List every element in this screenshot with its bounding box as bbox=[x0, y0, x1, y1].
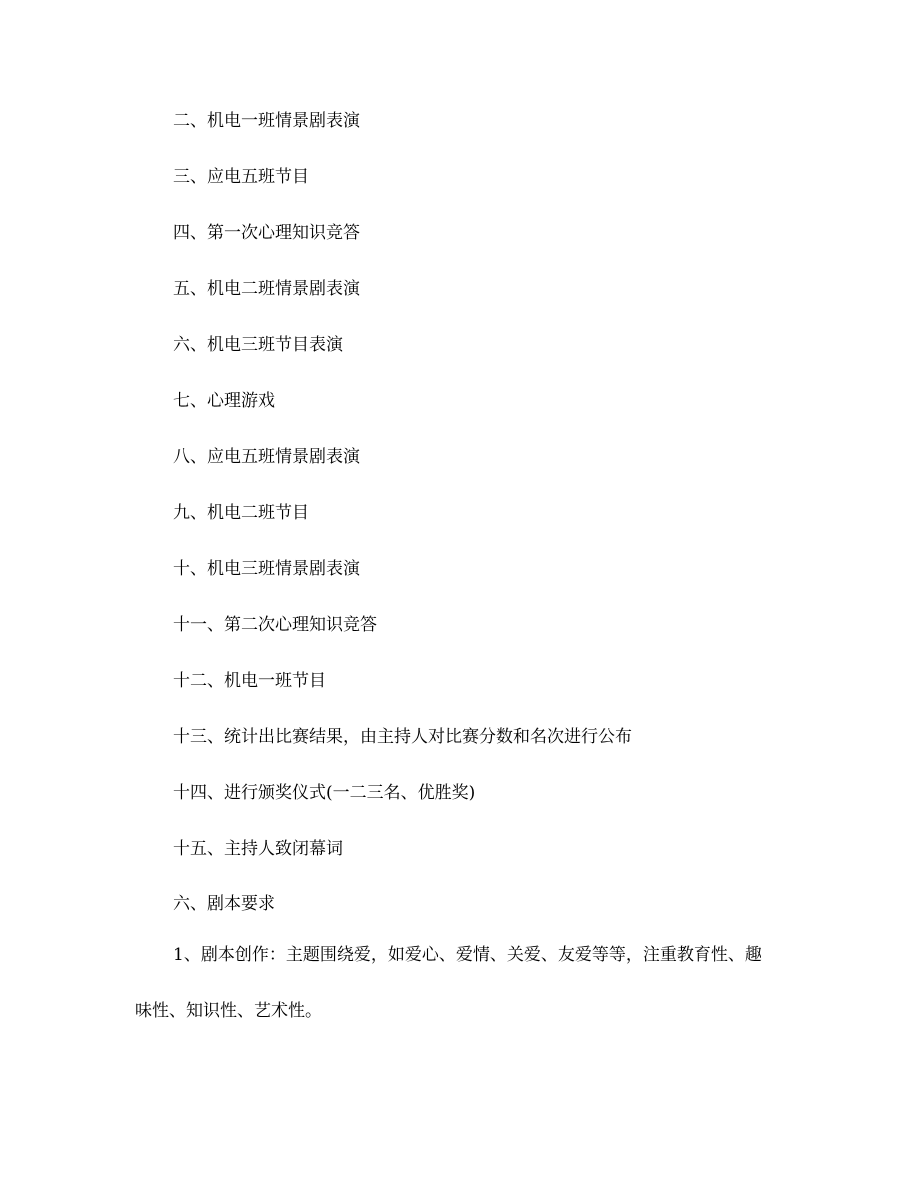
program-item: 十一、第二次心理知识竞答 bbox=[173, 615, 377, 635]
script-requirement-paragraph: 1、剧本创作：主题围绕爱，如爱心、爱情、关爱、友爱等等，注重教育性、趣味性、知识性、艺术性。 bbox=[135, 945, 762, 1021]
section-heading: 六、剧本要求 bbox=[173, 894, 275, 914]
program-item: 十二、机电一班节目 bbox=[173, 671, 326, 691]
program-item: 十三、统计出比赛结果，由主持人对比赛分数和名次进行公布 bbox=[173, 727, 632, 747]
program-item: 十、机电三班情景剧表演 bbox=[173, 559, 360, 579]
program-item: 三、应电五班节目 bbox=[173, 167, 309, 187]
program-item: 十五、主持人致闭幕词 bbox=[173, 839, 343, 859]
program-item: 七、心理游戏 bbox=[173, 391, 275, 411]
program-item: 五、机电二班情景剧表演 bbox=[173, 279, 360, 299]
program-item: 十四、进行颁奖仪式(一二三名、优胜奖) bbox=[173, 783, 476, 803]
program-item: 四、第一次心理知识竞答 bbox=[173, 223, 360, 243]
program-item: 六、机电三班节目表演 bbox=[173, 335, 343, 355]
program-item: 九、机电二班节目 bbox=[173, 503, 309, 523]
program-item: 二、机电一班情景剧表演 bbox=[173, 111, 360, 131]
program-item: 八、应电五班情景剧表演 bbox=[173, 447, 360, 467]
